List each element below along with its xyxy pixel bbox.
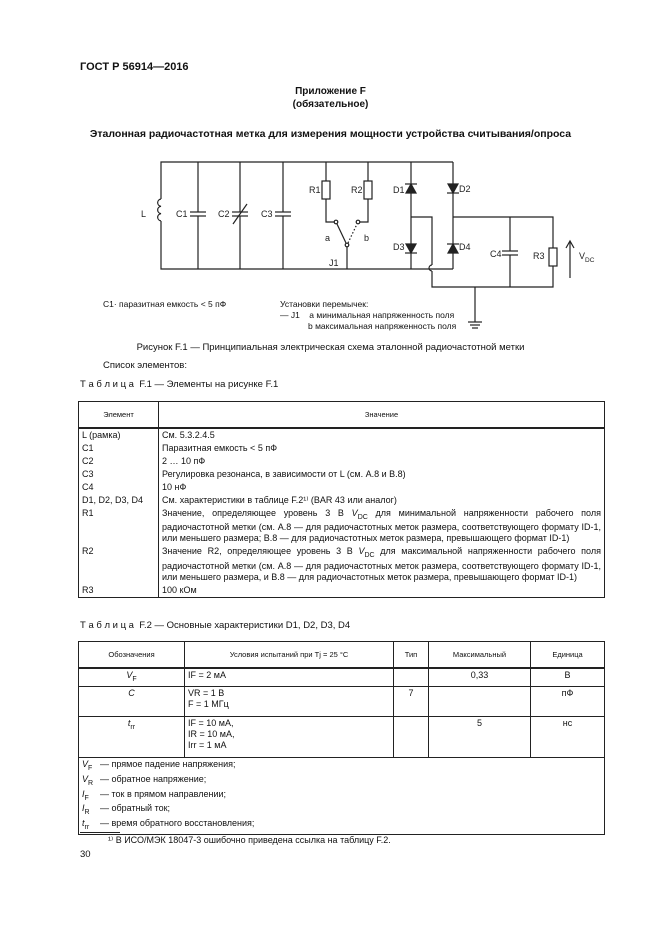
unit-cell: В xyxy=(531,668,605,687)
condition-line: VR = 1 В xyxy=(188,688,225,698)
label-b: b xyxy=(364,233,370,243)
footnote: ¹⁾ В ИСО/МЭК 18047-3 ошибочно приведена ссылка на таблицу F.2. xyxy=(108,835,391,845)
conditions-cell xyxy=(185,717,394,758)
table-row xyxy=(79,442,605,455)
condition-line: IF = 2 мА xyxy=(188,669,226,680)
table-row xyxy=(79,494,605,507)
inductor-L xyxy=(156,199,164,221)
legend-row xyxy=(79,758,605,835)
element-name: C1 xyxy=(79,442,159,455)
circuit-diagram xyxy=(0,0,661,340)
conditions-cell xyxy=(185,668,394,687)
label-R1: R1 xyxy=(309,185,321,195)
figure-caption: Рисунок F.1 — Принципиальная электрическая схема эталонной радиочастотной метки xyxy=(136,342,525,353)
symbol-cell: C xyxy=(79,687,185,717)
label-D4: D4 xyxy=(459,242,471,252)
col-header: Единица xyxy=(531,642,605,668)
max-cell: 0,33 xyxy=(429,668,531,687)
element-name: C3 xyxy=(79,468,159,481)
appendix-status: (обязательное) xyxy=(292,99,369,110)
typ-cell xyxy=(394,717,429,758)
switch-J1 xyxy=(334,220,360,247)
label-J1: J1 xyxy=(329,258,339,268)
elements-table xyxy=(78,401,605,598)
table-row xyxy=(79,468,605,481)
label-C1: C1 xyxy=(176,209,188,219)
table-row xyxy=(79,507,605,546)
label-D3: D3 xyxy=(393,242,405,252)
document-header: ГОСТ Р 56914—2016 xyxy=(80,61,189,73)
unit-cell: пФ xyxy=(531,687,605,717)
element-value: 100 кОм xyxy=(159,584,605,598)
condition-line: F = 1 МГц xyxy=(188,699,229,709)
footnote-divider xyxy=(80,832,120,833)
table-row xyxy=(79,455,605,468)
conditions-cell xyxy=(185,687,394,717)
label-C2: C2 xyxy=(218,209,230,219)
label-D2: D2 xyxy=(459,184,471,194)
symbol-cell: $V_F$ xyxy=(79,668,185,687)
label-C4: C4 xyxy=(490,249,502,259)
element-name: R1 xyxy=(79,507,159,546)
col-header: Максимальный xyxy=(429,642,531,668)
element-value: Значение R2, определяющее уровень 3 В $V_{DC}$ для максимальной напряженности рабочего поля радиочастотной метки (см. A.8 — для радиочастотных меток размера, соответствующего формату ID-1, или меньшего размера, и B.8 — для радиочастотных меток размера, превышающего формат ID-1) xyxy=(159,545,605,584)
table-row xyxy=(79,668,605,687)
typ-cell: 7 xyxy=(394,687,429,717)
col-header: Значение xyxy=(159,402,605,428)
element-name: R2 xyxy=(79,545,159,584)
col-header: Элемент xyxy=(79,402,159,428)
element-name: R3 xyxy=(79,584,159,598)
element-value: 2 … 10 пФ xyxy=(159,455,605,468)
jumper-a: — J1 a минимальная напряженность поля xyxy=(280,310,455,320)
unit-cell: нс xyxy=(531,717,605,758)
page-number: 30 xyxy=(80,849,91,860)
jumper-title: Установки перемычек: xyxy=(280,299,369,309)
element-value: Паразитная емкость < 5 пФ xyxy=(159,442,605,455)
condition-line: IR = 10 мА, xyxy=(188,729,235,739)
element-value: См. характеристики в таблице F.2¹⁾ (BAR 43 или аналог) xyxy=(159,494,605,507)
element-name: C2 xyxy=(79,455,159,468)
element-value: Регулировка резонанса, в зависимости от L (см. A.8 и B.8) xyxy=(159,468,605,481)
c1-note: C1· паразитная емкость < 5 пФ xyxy=(103,299,227,309)
table-row xyxy=(79,584,605,598)
element-name: D1, D2, D3, D4 xyxy=(79,494,159,507)
label-C3: C3 xyxy=(261,209,273,219)
jumper-b: b максимальная напряженность поля xyxy=(308,321,457,331)
typ-cell xyxy=(394,668,429,687)
col-header: Тип xyxy=(394,642,429,668)
element-name: C4 xyxy=(79,481,159,494)
section-title: Эталонная радиочастотная метка для измерения мощности устройства считывания/опроса xyxy=(89,128,572,140)
col-header: Обозначения xyxy=(79,642,185,668)
label-R3: R3 xyxy=(533,251,545,261)
condition-line: IF = 10 мА, xyxy=(188,718,234,728)
max-cell xyxy=(429,687,531,717)
table1-caption: Т а б л и ц а F.1 — Элементы на рисунке F.1 xyxy=(80,379,279,390)
label-L: L xyxy=(141,209,147,219)
list-label: Список элементов: xyxy=(103,360,187,371)
element-value: 10 нФ xyxy=(159,481,605,494)
element-value: См. 5.3.2.4.5 xyxy=(159,428,605,442)
symbol-legend: $V_F$ — прямое падение напряжения; $V_R$ — обратное напряжение; $I_F$ — ток в прямом направлении; $I_R$ — обратный ток; $t_{rr}$ — время обратного восстановления; xyxy=(79,758,605,835)
label-vdc: $V_{DC}$ xyxy=(579,251,595,264)
max-cell: 5 xyxy=(429,717,531,758)
condition-line: Irr = 1 мА xyxy=(188,740,227,750)
element-value: Значение, определяющее уровень 3 В $V_{DC}$ для минимальной напряженности рабочего поля радиочастотной метки (см. A.8 — для радиочастотных меток размера, соответствующего формату ID-1, или меньшего размера; B.8 — для радиочастотных меток размера, превышающего формат ID-1) xyxy=(159,507,605,546)
table-row xyxy=(79,428,605,442)
symbol-cell: $t_{rr}$ xyxy=(79,717,185,758)
table-row xyxy=(79,545,605,584)
col-header: Условия испытаний при Tj = 25 °C xyxy=(185,642,394,668)
element-name: L (рамка) xyxy=(79,428,159,442)
label-D1: D1 xyxy=(393,185,405,195)
table-row xyxy=(79,481,605,494)
label-a: a xyxy=(325,233,331,243)
table-row xyxy=(79,687,605,717)
appendix-title: Приложение F xyxy=(295,86,366,97)
table-row xyxy=(79,717,605,758)
vdc-arrow-icon xyxy=(566,241,574,278)
diode-characteristics-table xyxy=(78,641,605,835)
table2-caption: Т а б л и ц а F.2 — Основные характеристики D1, D2, D3, D4 xyxy=(80,620,351,631)
label-R2: R2 xyxy=(351,185,363,195)
